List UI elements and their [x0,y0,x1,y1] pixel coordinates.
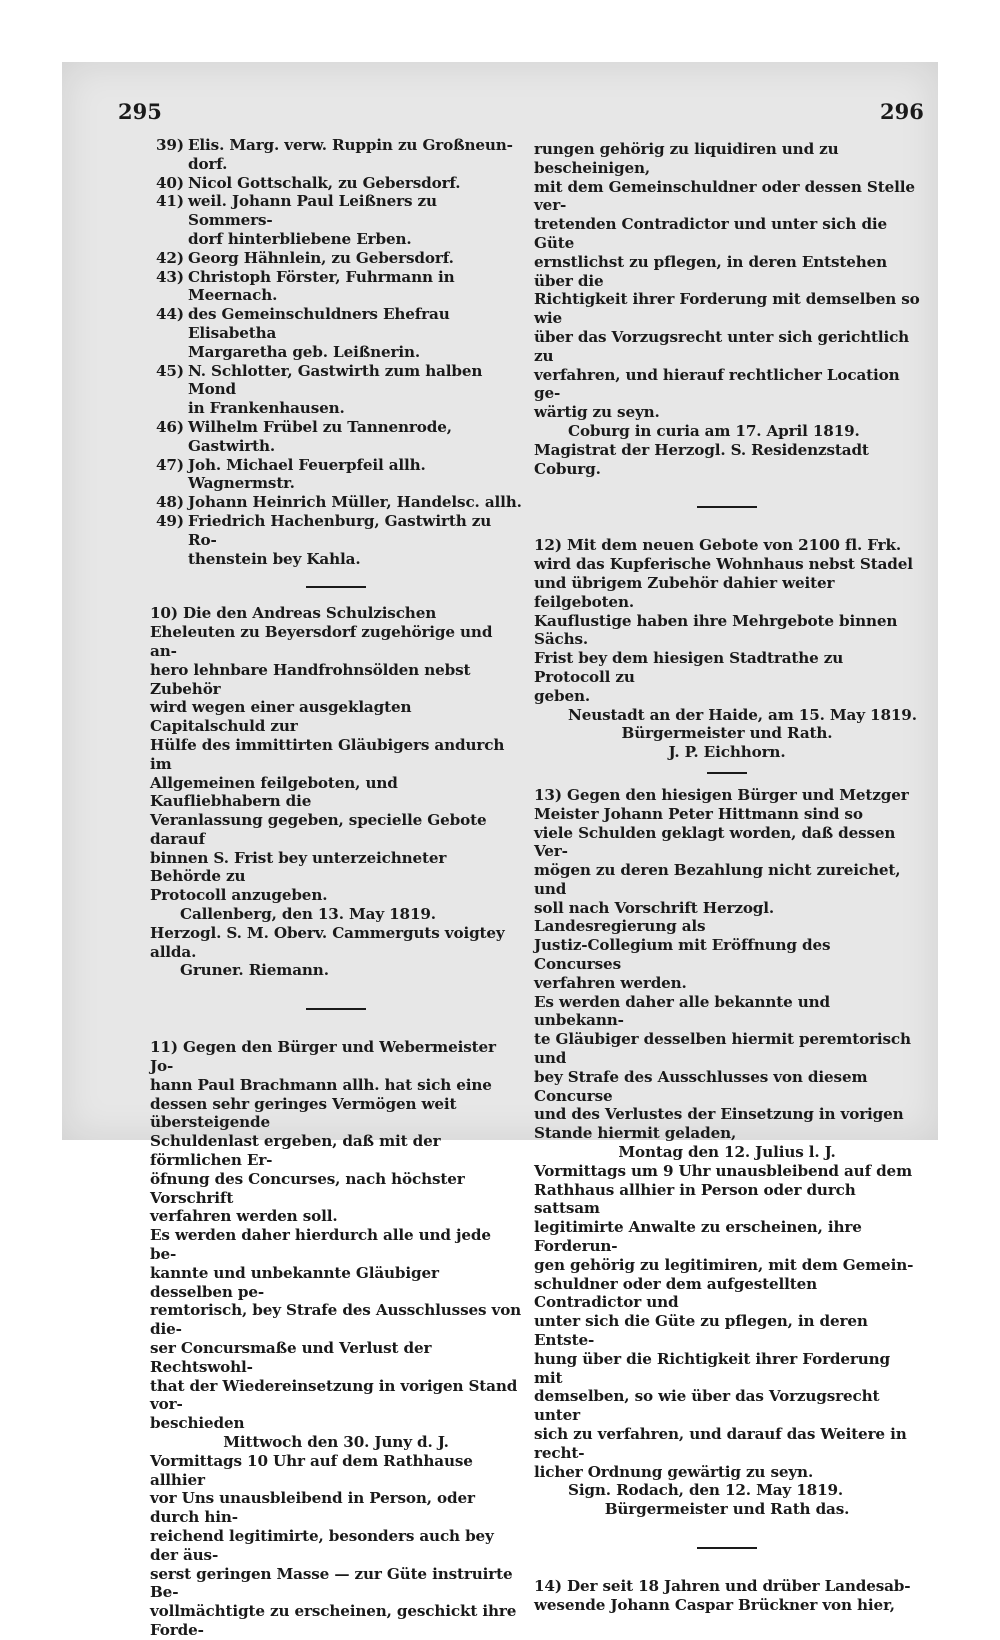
creditor-list [150,136,522,568]
notice-14 [534,1577,920,1615]
notice-10-text: 10) Die den Andreas Schulzischen Eheleuten zu Beyersdorf zugehörige und an- hero lehnbare Handfrohnsölden nebst Zubehör wird wegen einer ausgeklagten Capitalschuld zur Hülfe des immittirten Gläubigers andurch im Allgemeinen feilgeboten, und Kaufliebhabern die Veranlassung gegeben, specielle Gebote darauf binnen S. Frist bey unterzeichneter Behörde zu Protocoll anzugeben. [150,604,505,905]
list-item-number: 49) [156,511,184,530]
page-number-left: 295 [118,99,162,124]
notice-12-text: 12) Mit dem neuen Gebote von 2100 fl. Frk. wird das Kupferische Wohnhaus nebst Stadel und übrigem Zubehör dahier weiter feilgeboten. Kauflustige haben ihre Mehrgebote binnen Sächs. Frist bey dem hiesigen Stadtrathe zu Protocoll zu geben. [534,536,913,705]
notice-10 [150,604,522,980]
notice-13-text: 13) Gegen den hiesigen Bürger und Metzger Meister Johann Peter Hittmann sind so viele Schulden geklagt worden, daß dessen Ver- mögen zu deren Bezahlung nicht zureichet, und soll nach Vorschrift Herzogl. Landesregierung als Justiz-Collegium mit Eröffnung des Concurses verfahren werden. Es werden daher alle bekannte und unbekann- te Gläubiger desselben hiermit peremtorisch und bey Strafe des Ausschlusses von diesem Concurse und des Verlustes der Einsetzung in vorigen Stande hiermit geladen, [534,785,911,1143]
list-item-number: 41) [156,192,184,211]
list-item-text: Friedrich Hachenburg, Gastwirth zu Ro- thenstein bey Kahla. [188,511,492,568]
notice-13-text-continued: Vormittags um 9 Uhr unausbleibend auf dem Rathhaus allhier in Person oder durch sattsam legitimirte Anwalte zu erscheinen, ihre Forderun- gen gehörig zu legitimiren, mit dem Gemein- schuldner oder dem aufgestellten Contradictor und unter sich die Güte zu pflegen, in deren Entste- hung über die Richtigkeit ihrer Forderung mit demselben, so wie über das Vorzugsrecht unter sich zu verfahren, und darauf das Weitere in recht- licher Ordnung gewärtig zu seyn. [534,1161,914,1481]
page-number-right: 296 [880,99,924,124]
list-item-text: des Gemeinschuldners Ehefrau Elisabetha Margaretha geb. Leißnerin. [188,305,450,361]
continuation-authority: Magistrat der Herzogl. S. Residenzstadt Coburg. [534,440,869,478]
notice-12 [534,536,920,762]
continuation-place-date: Coburg in curia am 17. April 1819. [568,421,860,440]
list-item-text: Christoph Förster, Fuhrmann in Meernach. [188,267,455,305]
notice-13-authority: Bürgermeister und Rath das. [604,1500,850,1519]
notice-14-text: 14) Der seit 18 Jahren und drüber Landesab- wesende Johann Caspar Brückner von hier, [534,1576,911,1614]
list-item [150,174,522,193]
list-item-number: 48) [156,493,184,512]
section-divider [306,1008,366,1010]
section-divider [306,586,366,588]
notice-12-authority: Bürgermeister und Rath. [621,724,833,743]
list-item [150,136,522,174]
list-item-number: 42) [156,248,184,267]
list-item [150,362,522,418]
list-item [150,456,522,494]
list-item-number: 43) [156,267,184,286]
notice-11-text-continued: Vormittags 10 Uhr auf dem Rathhause allhier vor Uns unausbleibend in Person, oder durch hin- reichend legitimirte, besonders auch bey der äus- serst geringen Masse — zur Güte instruirte Be- vollmächtigte zu erscheinen, geschickt ihre Forde- [150,1451,517,1639]
notice-11-text: 11) Gegen den Bürger und Webermeister Jo- hann Paul Brachmann allh. hat sich eine dessen sehr geringes Vermögen weit übersteigende Schuldenlast ergeben, daß mit der förmlichen Er- öfnung des Concurses, nach höchster Vorschrift verfahren werden soll. Es werden daher hierdurch alle und jede be- kannte und unbekannte Gläubiger desselben pe- remtorisch, bey Strafe des Ausschlusses von die- ser Concursmaße und Verlust der Rechtswohl- that der Wiedereinsetzung in vorigen Stand vor- beschieden [150,1038,522,1433]
notice-coburg [534,140,920,478]
list-item [150,249,522,268]
notice-11-date-line: Mittwoch den 30. Juny d. J. [223,1433,449,1451]
list-item-number: 47) [156,455,184,474]
list-item-number: 44) [156,305,184,324]
section-divider [707,772,747,774]
list-item [150,268,522,306]
notice-12-signer: J. P. Eichhorn. [668,743,786,762]
notice-10-place-date: Callenberg, den 13. May 1819. [180,905,436,924]
left-column [150,136,522,1640]
list-item [150,493,522,512]
list-item-text: Elis. Marg. verw. Ruppin zu Großneun- dorf. [188,136,513,173]
list-item-text: Nicol Gottschalk, zu Gebersdorf. [188,173,461,192]
notice-13-place-date: Sign. Rodach, den 12. May 1819. [568,1481,844,1500]
notice-13-date-line: Montag den 12. Julius l. J. [618,1143,836,1162]
notice-10-signers: Gruner. Riemann. [180,961,329,980]
section-divider [697,506,757,508]
list-item-number: 40) [156,173,184,192]
list-item-text: Georg Hähnlein, zu Gebersdorf. [188,248,454,267]
list-item-text: weil. Johann Paul Leißners zu Sommers- dorf hinterbliebene Erben. [188,192,437,248]
list-item-number: 39) [156,136,184,154]
notice-11 [150,1038,522,1640]
list-item [150,418,522,456]
section-divider [697,1547,757,1549]
list-item [150,192,522,248]
list-item-text: N. Schlotter, Gastwirth zum halben Mond in Frankenhausen. [188,361,483,418]
notice-10-authority: Herzogl. S. M. Oberv. Cammerguts voigtey allda. [150,923,505,961]
list-item [150,512,522,568]
list-item-text: Joh. Michael Feuerpfeil allh. Wagnermstr. [188,455,426,493]
list-item-number: 46) [156,417,184,436]
notice-12-place-date: Neustadt an der Haide, am 15. May 1819. [568,705,917,724]
notice-13 [534,786,920,1519]
list-item-text: Johann Heinrich Müller, Handelsc. allh. [188,493,522,512]
right-column [534,140,920,1615]
list-item-text: Wilhelm Frübel zu Tannenrode, Gastwirth. [188,417,452,455]
continuation-text: rungen gehörig zu liquidiren und zu bescheinigen, mit dem Gemeinschuldner oder dessen Stelle ver- tretenden Contradictor und unter sich die Güte ernstlichst zu pflegen, in deren Entstehen über die Richtigkeit ihrer Forderung mit demselben so wie über das Vorzugsrecht unter sich gerichtlich zu verfahren, und hierauf rechtlicher Location ge- wärtig zu seyn. [534,140,920,422]
list-item-number: 45) [156,361,184,380]
list-item [150,305,522,361]
